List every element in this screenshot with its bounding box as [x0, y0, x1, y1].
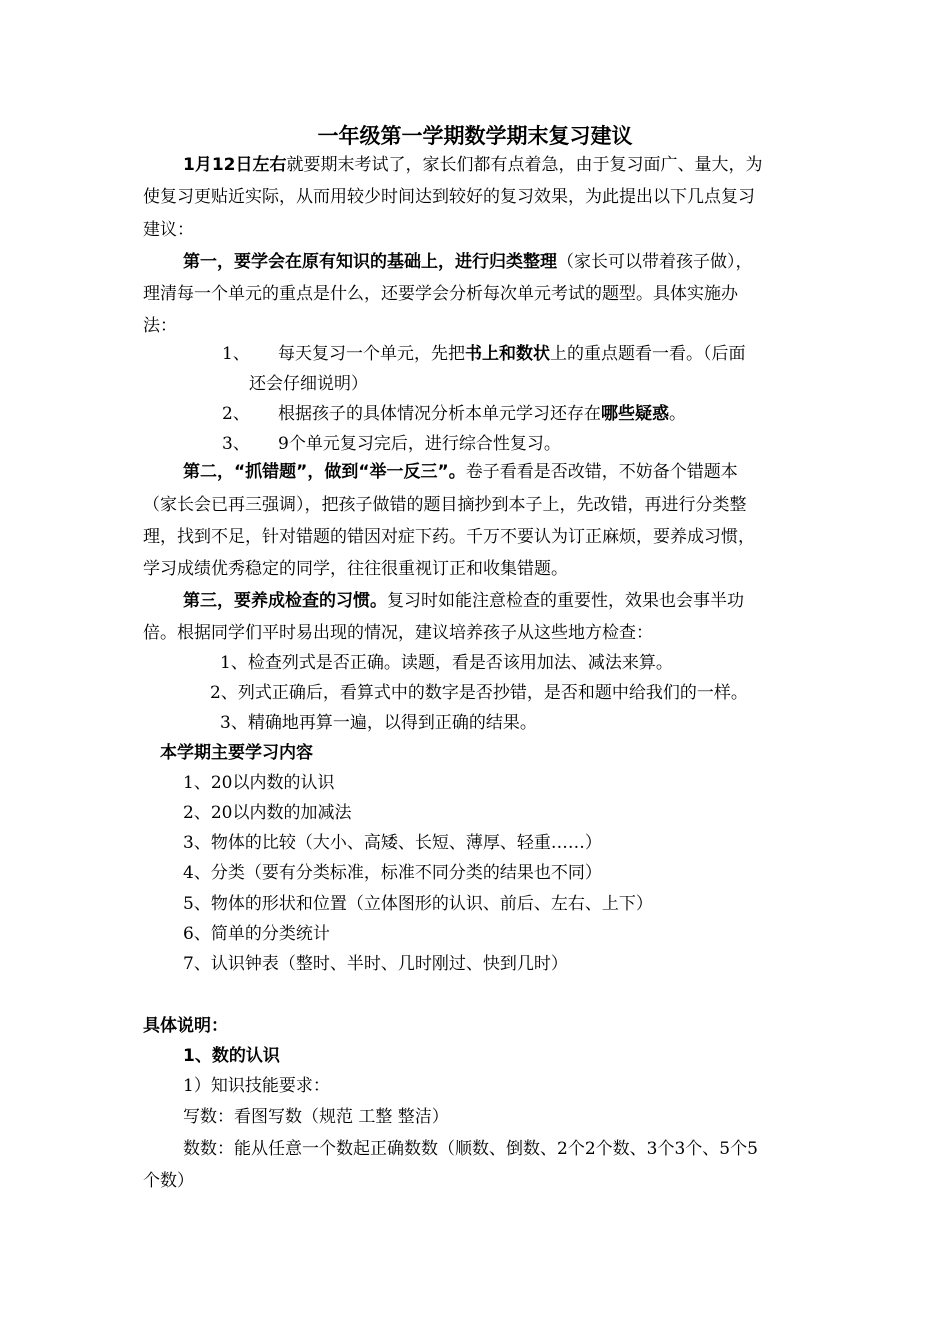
second-point-line-3: 理，找到不足，针对错题的错因对症下药。千万不要认为订正麻烦，要养成习惯， — [143, 527, 755, 547]
intro-line-2: 使复习更贴近实际，从而用较少时间达到较好的复习效果，为此提出以下几点复习 — [143, 187, 755, 207]
first-item-3-text: 9个单元复习完后，进行综合性复习。 — [278, 434, 561, 454]
third-item-3: 3、精确地再算一遍，以得到正确的结果。 — [220, 713, 537, 733]
details-counting: 数数：能从任意一个数起正确数数（顺数、倒数、2个2个数、3个3个、5个5 — [183, 1139, 758, 1159]
details-heading: 具体说明： — [143, 1016, 228, 1036]
first-item-2 — [222, 403, 686, 425]
content-item-5: 5、物体的形状和位置（立体图形的认识、前后、左右、上下） — [183, 894, 653, 914]
first-item-1-continued: 还会仔细说明） — [249, 374, 368, 394]
first-point-line-1 — [183, 251, 753, 273]
content-item-3: 3、物体的比较（大小、高矮、长短、薄厚、轻重……） — [183, 833, 602, 853]
details-writing-numbers: 写数：看图写数（规范 工整 整洁） — [183, 1107, 449, 1127]
third-item-2: 2、列式正确后，看算式中的数字是否抄错，是否和题中给我们的一样。 — [210, 683, 748, 703]
first-point-heading: 第一，要学会在原有知识的基础上，进行归类整理 — [183, 252, 557, 272]
content-item-4: 4、分类（要有分类标准，标准不同分类的结果也不同） — [183, 863, 602, 883]
intro-line-1-text: 就要期末考试了，家长们都有点着急，由于复习面广、量大，为 — [286, 155, 763, 175]
first-item-1-tail: 上的重点题看一看。（后面 — [550, 344, 746, 364]
second-point-line-4: 学习成绩优秀稳定的同学，往往很重视订正和收集错题。 — [143, 559, 568, 579]
third-point-heading: 第三，要养成检查的习惯。 — [183, 591, 387, 611]
third-point-text: 复习时如能注意检查的重要性，效果也会事半功 — [387, 591, 744, 611]
first-item-2-tail: 。 — [669, 404, 686, 424]
first-item-1-number: 1、 — [222, 344, 250, 364]
intro-line-1 — [183, 154, 763, 176]
second-point-line-1 — [183, 461, 738, 483]
content-item-1: 1、20以内数的认识 — [183, 773, 335, 793]
content-heading: 本学期主要学习内容 — [160, 743, 313, 763]
third-item-1: 1、检查列式是否正确。读题，看是否该用加法、减法来算。 — [220, 653, 673, 673]
details-counting-continued: 个数） — [143, 1171, 194, 1191]
first-item-2-text: 根据孩子的具体情况分析本单元学习还存在 — [278, 404, 601, 424]
first-point-line-3: 法： — [143, 316, 177, 336]
first-item-3-number: 3、 — [222, 434, 250, 454]
second-point-text: 卷子看看是否改错，不妨备个错题本 — [465, 462, 738, 482]
first-point-note: （家长可以带着孩子做）， — [557, 252, 753, 272]
first-item-3 — [222, 433, 561, 455]
second-point-heading: 第二，“抓错题”，做到“举一反三”。 — [183, 462, 466, 482]
content-item-6: 6、简单的分类统计 — [183, 924, 330, 944]
details-knowledge-requirements: 1）知识技能要求： — [183, 1076, 330, 1096]
details-subheading-number-recognition: 1、数的认识 — [183, 1046, 280, 1066]
third-point-line-1 — [183, 590, 744, 612]
first-item-1 — [222, 343, 746, 365]
third-point-line-2: 倍。根据同学们平时易出现的情况，建议培养孩子从这些地方检查： — [143, 623, 653, 643]
second-point-line-2: （家长会已再三强调），把孩子做错的题目摘抄到本子上，先改错，再进行分类整 — [143, 495, 747, 515]
intro-date: 1月12日左右 — [183, 155, 287, 175]
content-item-2: 2、20以内数的加减法 — [183, 803, 352, 823]
first-point-line-2: 理清每一个单元的重点是什么，还要学会分析每次单元考试的题型。具体实施办 — [143, 284, 738, 304]
first-item-1-text: 每天复习一个单元，先把 — [278, 344, 465, 364]
first-item-2-bold: 哪些疑惑 — [601, 404, 669, 424]
first-item-2-number: 2、 — [222, 404, 250, 424]
document-title: 一年级第一学期数学期末复习建议 — [317, 124, 633, 148]
content-item-7: 7、认识钟表（整时、半时、几时刚过、快到几时） — [183, 954, 568, 974]
intro-line-3: 建议： — [143, 220, 194, 240]
first-item-1-bold: 书上和数状 — [465, 344, 550, 364]
